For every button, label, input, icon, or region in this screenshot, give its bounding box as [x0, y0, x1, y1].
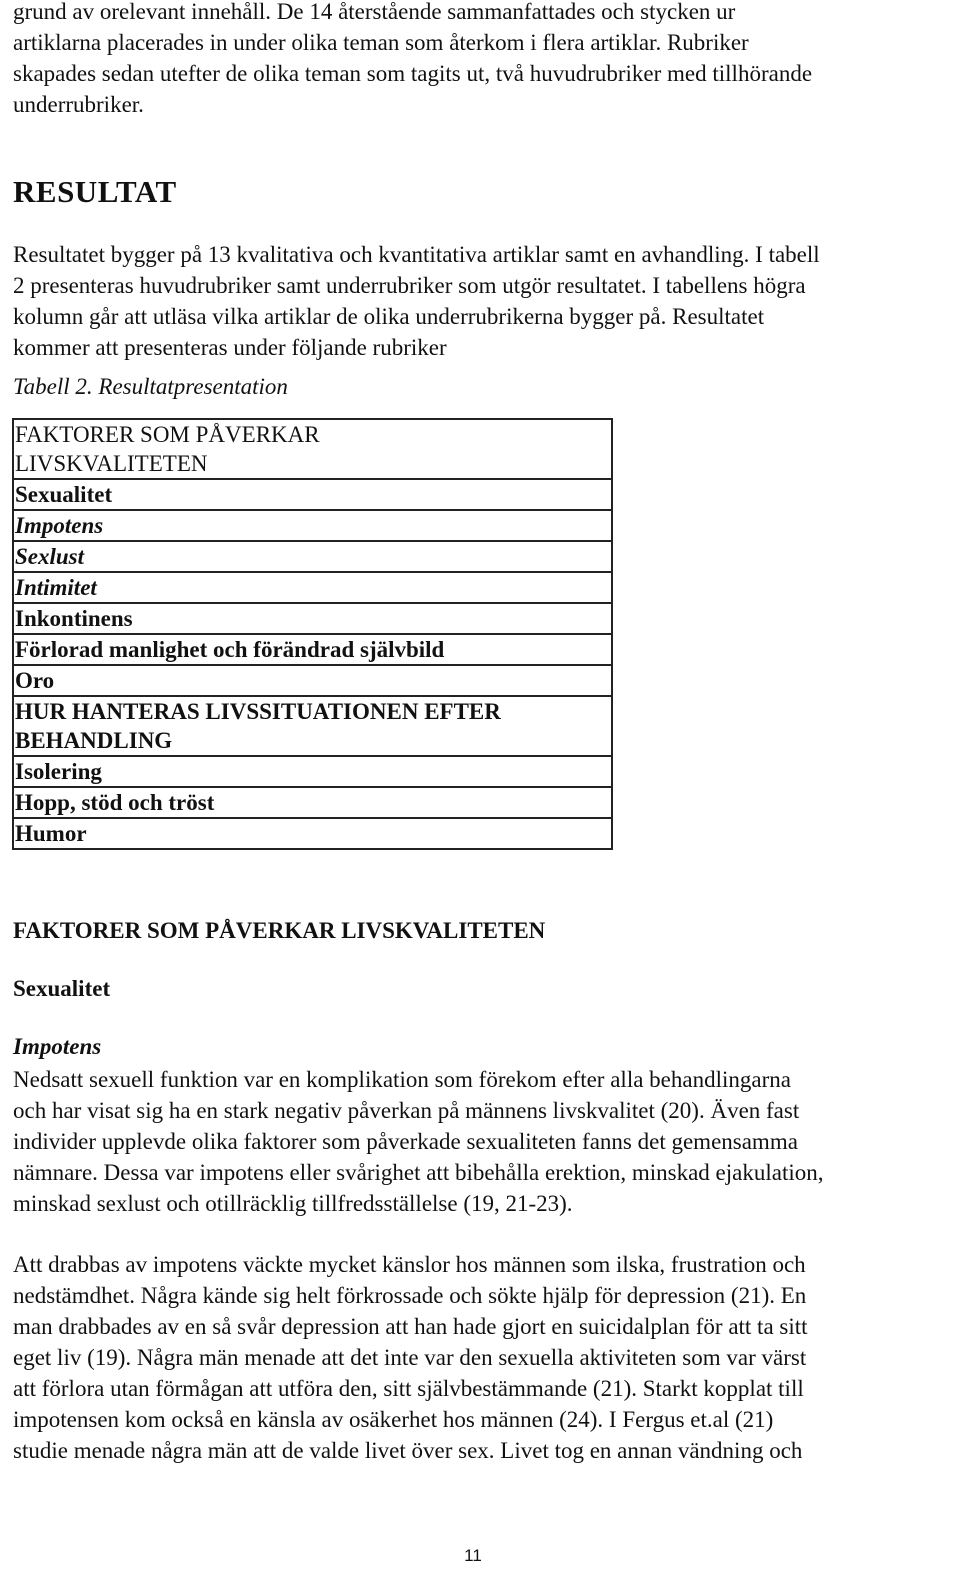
table-cell-text: Impotens [15, 513, 104, 538]
table-cell [13, 510, 612, 541]
table-cell-text: Intimitet [15, 575, 97, 600]
table-cell [13, 756, 612, 787]
table-cell-text: Isolering [15, 759, 102, 784]
subsubsection-heading: Impotens [13, 1034, 102, 1059]
body-paragraph-2: Att drabbas av impotens väckte mycket känslor hos männen som ilska, frustration och nedstämdhet. Några kände sig helt förkrossade och sökte hjälp för depression (21). En man drabbades av en så svår depression att han hade gjort en suicidalplan för att ta sitt eget liv (19). Några män menade att det inte var den sexuella aktiviteten som var värst att förlora utan förmågan att utföra den, sitt självbestämmande (21). Starkt kopplat till impotensen kom också en känsla av osäkerhet hos männen (24). I Fergus et.al (21) studie menade några män att de valde livet över sex. Livet tog en annan vändning och [13, 1252, 808, 1463]
table-cell [13, 419, 612, 479]
table-row [13, 419, 612, 479]
table-row [13, 479, 612, 510]
page-number: 11 [464, 1546, 482, 1565]
table-row [13, 510, 612, 541]
table-row [13, 696, 612, 756]
table-cell [13, 541, 612, 572]
table-cell [13, 572, 612, 603]
results-table [12, 418, 613, 850]
table-row [13, 572, 612, 603]
table-cell-text: Hopp, stöd och tröst [15, 790, 215, 815]
table-row [13, 787, 612, 818]
table-cell-text: FAKTORER SOM PÅVERKAR LIVSKVALITETEN [15, 422, 320, 476]
table-row [13, 634, 612, 665]
table-cell [13, 787, 612, 818]
subsection-heading: Sexualitet [13, 976, 111, 1001]
body-paragraph-1: Nedsatt sexuell funktion var en komplikation som förekom efter alla behandlingarna och har visat sig ha en stark negativ påverkan på männens livskvalitet (20). Även fast individer upplevde olika faktorer som påverkade sexualiteten fanns det gemensamma nämnare. Dessa var impotens eller svårighet att bibehålla erektion, minskad ejakulation, minskad sexlust och otillräcklig tillfredsställelse (19, 21-23). [13, 1067, 824, 1216]
table-cell-text: Förlorad manlighet och förändrad självbild [15, 637, 445, 662]
table-row [13, 756, 612, 787]
result-heading: RESULTAT [13, 174, 177, 209]
intro-paragraph: grund av orelevant innehåll. De 14 återstående sammanfattades och stycken ur artiklarna placerades in under olika teman som återkom i flera artiklar. Rubriker skapades sedan utefter de olika teman som tagits ut, två huvudrubriker med tillhörande underrubriker. [13, 0, 813, 117]
table-cell-text: Inkontinens [15, 606, 133, 631]
table-row [13, 665, 612, 696]
result-paragraph: Resultatet bygger på 13 kvalitativa och kvantitativa artiklar samt en avhandling. I tabell 2 presenteras huvudrubriker samt underrubriker som utgör resultatet. I tabellens högra kolumn går att utläsa vilka artiklar de olika underrubrikerna bygger på. Resultatet kommer att presenteras under följande rubriker [13, 242, 820, 360]
table-cell-text: Sexlust [15, 544, 85, 569]
table-cell [13, 696, 612, 756]
table-cell [13, 603, 612, 634]
table-cell [13, 634, 612, 665]
section-heading: FAKTORER SOM PÅVERKAR LIVSKVALITETEN [13, 918, 546, 943]
table-cell-text: Sexualitet [15, 482, 113, 507]
table-cell-text: Oro [15, 668, 55, 693]
table-cell-text: HUR HANTERAS LIVSSITUATIONEN EFTER BEHANDLING [15, 699, 501, 753]
table-row [13, 541, 612, 572]
table-row [13, 603, 612, 634]
table-cell-text: Humor [15, 821, 87, 846]
table-caption: Tabell 2. Resultatpresentation [13, 374, 288, 399]
table-row [13, 818, 612, 849]
table-cell [13, 479, 612, 510]
table-cell [13, 665, 612, 696]
table-cell [13, 818, 612, 849]
